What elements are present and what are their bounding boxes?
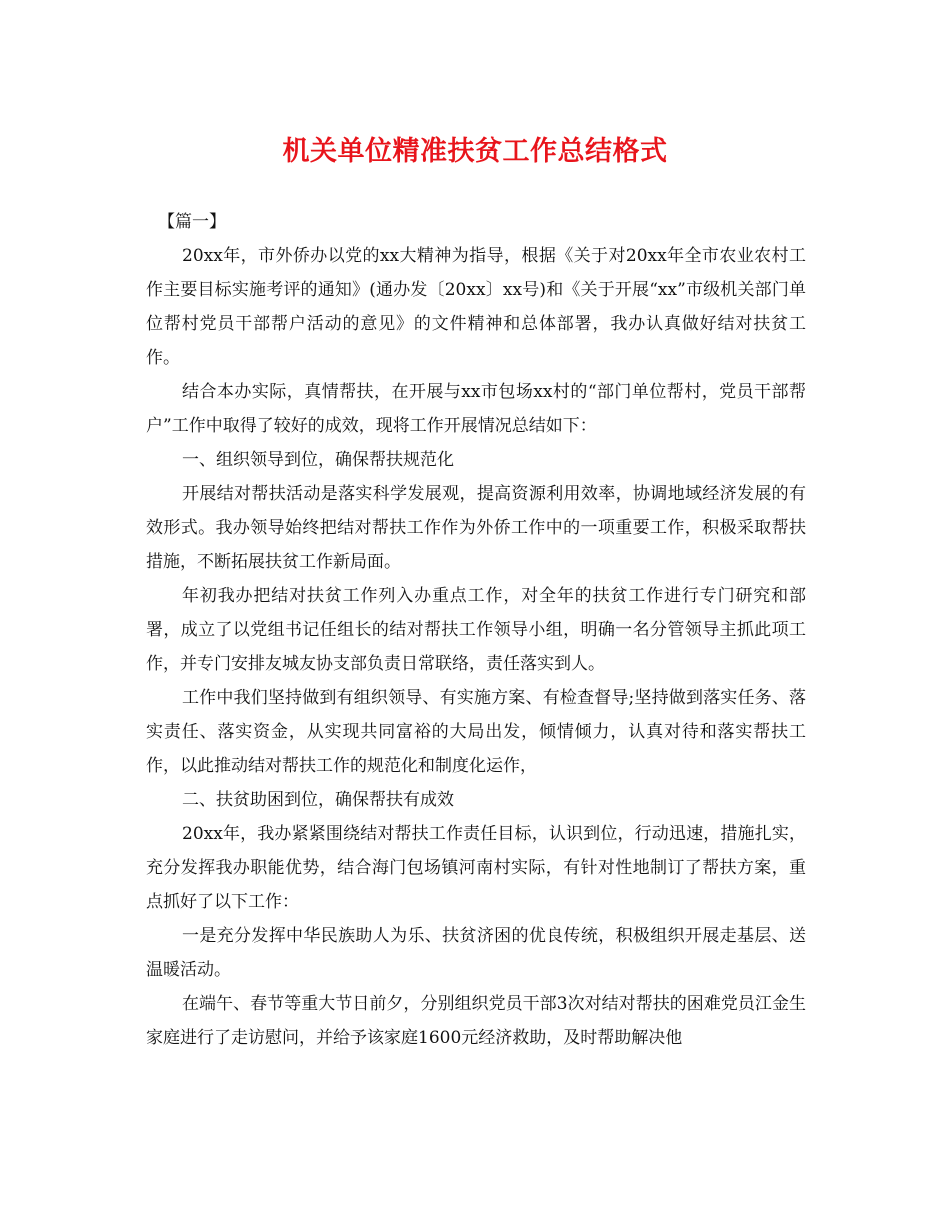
- document-body: [146, 205, 806, 1055]
- section-heading-1: 一、组织领导到位，确保帮扶规范化: [182, 450, 454, 470]
- paragraph-4: 年初我办把结对扶贫工作列入办重点工作，对全年的扶贫工作进行专门研究和部署，成立了以党组书记任组长的结对帮扶工作领导小组，明确一名分管领导主抓此项工作，并专门安排友城友协支部负责日常联络，责任落实到人。: [146, 586, 806, 674]
- paragraph-1: 20xx年，市外侨办以党的xx大精神为指导，根据《关于对20xx年全市农业农村工作主要目标实施考评的通知》(通办发〔20xx〕xx号)和《关于开展“xx”市级机关部门单位帮村党员干部帮户活动的意见》的文件精神和总体部署，我办认真做好结对扶贫工作。: [146, 246, 806, 368]
- paragraph-7: 一是充分发挥中华民族助人为乐、扶贫济困的优良传统，积极组织开展走基层、送温暖活动。: [146, 926, 806, 980]
- section-tag: 【篇一】: [158, 212, 226, 232]
- paragraph-5: 工作中我们坚持做到有组织领导、有实施方案、有检查督导;坚持做到落实任务、落实责任、落实资金，从实现共同富裕的大局出发，倾情倾力，认真对待和落实帮扶工作，以此推动结对帮扶工作的规范化和制度化运作，: [146, 688, 806, 776]
- paragraph-6: 20xx年，我办紧紧围绕结对帮扶工作责任目标，认识到位，行动迅速，措施扎实，充分发挥我办职能优势，结合海门包场镇河南村实际，有针对性地制订了帮扶方案，重点抓好了以下工作：: [146, 824, 806, 912]
- paragraph-2: 结合本办实际，真情帮扶，在开展与xx市包场xx村的“部门单位帮村，党员干部帮户”工作中取得了较好的成效，现将工作开展情况总结如下：: [146, 382, 806, 436]
- paragraph-3: 开展结对帮扶活动是落实科学发展观，提高资源利用效率，协调地域经济发展的有效形式。我办领导始终把结对帮扶工作作为外侨工作中的一项重要工作，积极采取帮扶措施，不断拓展扶贫工作新局面。: [146, 484, 806, 572]
- paragraph-8: 在端午、春节等重大节日前夕，分别组织党员干部3次对结对帮扶的困难党员江金生家庭进行了走访慰问，并给予该家庭1600元经济救助，及时帮助解决他: [146, 994, 806, 1048]
- document-title: 机关单位精准扶贫工作总结格式: [282, 136, 668, 167]
- section-heading-2: 二、扶贫助困到位，确保帮扶有成效: [182, 790, 454, 810]
